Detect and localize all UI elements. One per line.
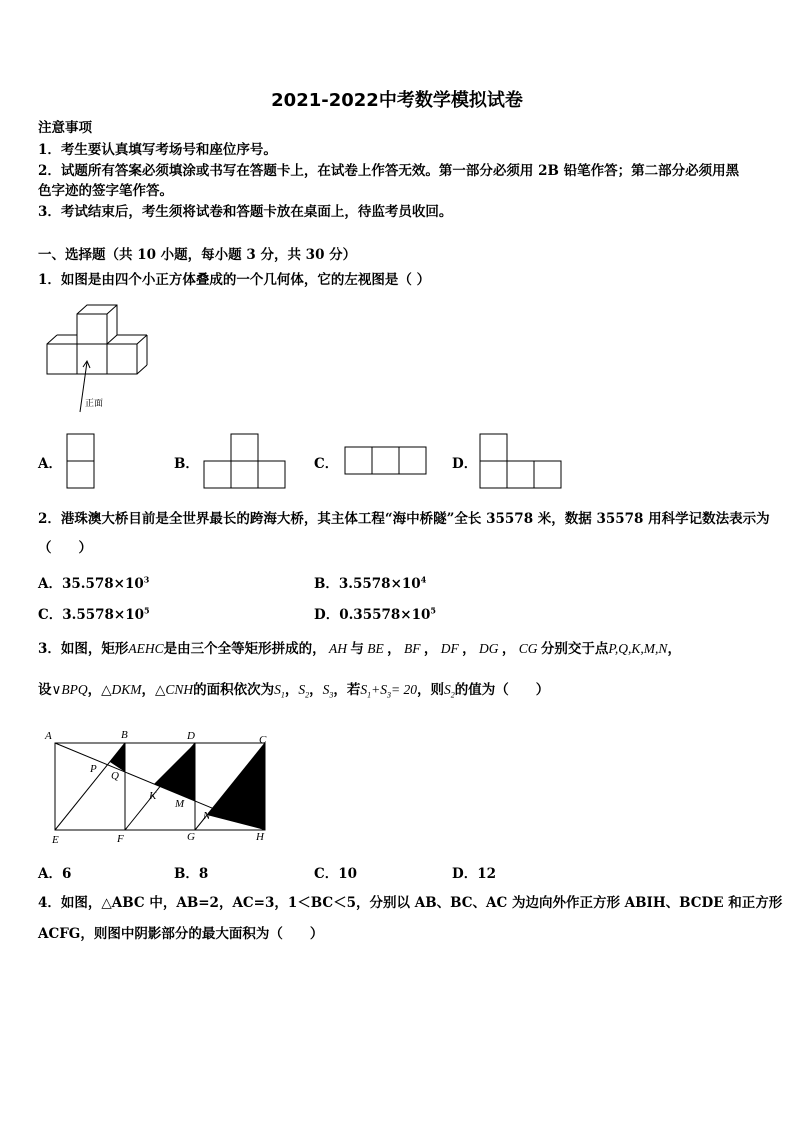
q3-label-h: H [256, 831, 264, 843]
q1-option-c-figure [344, 446, 428, 476]
q2-option-a: A．$35.578\times 10^3$ [38, 574, 150, 592]
notice-item-2-cont: 色字迹的签字笔作答。 [38, 183, 173, 199]
q1-option-b-figure [203, 433, 287, 489]
q2-stem-line1: 2．港珠澳大桥目前是全世界最长的跨海大桥，其主体工程“海中桥隧”全长 35578 米，数据 35578 用科学记数法表示为 [38, 511, 770, 527]
q3-label-b: B [121, 729, 128, 741]
q3-label-g: G [187, 831, 195, 843]
q1-option-d-figure [479, 433, 563, 489]
q4-stem-line1: 4．如图，△ABC 中，AB=2，AC=3，1＜BC＜5，分别以 AB、BC、AC 为边向外作正方形 ABIH、BCDE 和正方形 [38, 895, 783, 911]
q3-label-p: P [90, 763, 97, 775]
q3-label-e: E [52, 834, 59, 846]
page-title: 2021-2022中考数学模拟试卷 [271, 90, 523, 111]
q1-solid-figure [40, 300, 155, 415]
q4-stem-line2: ACFG，则图中阴影部分的最大面积为（ ） [38, 926, 324, 942]
q2-option-b: B．$3.5578\times 10^4$ [314, 574, 427, 592]
q2-stem-line2: （ ） [38, 540, 92, 556]
q1-option-b-label: B． [174, 456, 199, 472]
q3-option-a: A．6 [38, 866, 72, 882]
q3-option-d: D．12 [452, 866, 496, 882]
q3-label-c: C [259, 734, 267, 746]
q3-option-b: B．8 [174, 866, 209, 882]
q3-stem-line1: 3．如图，矩形AEHC是由三个全等矩形拼成的， AH 与 BE ， BF ， DF ， DG ， CG 分别交于点P,Q,K,M,N， [38, 641, 681, 657]
q3-label-a: A [45, 730, 52, 742]
q3-rectangle-figure [40, 724, 280, 848]
q1-option-c-label: C． [314, 456, 339, 472]
notice-item-3: 3．考试结束后，考生须将试卷和答题卡放在桌面上，待监考员收回。 [38, 204, 453, 220]
q1-front-label: 正面 [85, 398, 104, 408]
q1-option-a-label: A． [38, 456, 62, 472]
notice-item-1: 1．考生要认真填写考场号和座位序号。 [38, 142, 277, 158]
q2-option-d: D．$0.35578\times 10^5$ [314, 605, 436, 623]
q1-option-d-label: D． [452, 456, 478, 472]
notice-heading: 注意事项 [38, 120, 92, 136]
q3-label-q: Q [111, 770, 119, 782]
q3-label-d: D [187, 730, 195, 742]
q3-stem-line2: 设∨BPQ，△DKM，△CNH的面积依次为$S_1$，$S_2$，$S_3$，若$S_1+S_3= 20$，则$S_2$的值为（ ） [38, 682, 550, 700]
q2-option-c: C．$3.5578\times 10^5$ [38, 605, 150, 623]
q3-option-c: C．10 [314, 866, 358, 882]
q3-label-k: K [149, 790, 157, 802]
q3-label-f: F [117, 833, 124, 845]
q1-stem: 1．如图是由四个小正方体叠成的一个几何体，它的左视图是（ ） [38, 272, 431, 288]
notice-item-2: 2．试题所有答案必须填涂或书写在答题卡上，在试卷上作答无效。第一部分必须用 2B 铅笔作答；第二部分必须用黑 [38, 163, 740, 179]
q3-label-m: M [175, 798, 185, 810]
q1-option-a-figure [66, 433, 96, 489]
q3-label-n: N [203, 810, 211, 822]
section-heading: 一、选择题（共 10 小题，每小题 3 分，共 30 分） [38, 247, 357, 263]
